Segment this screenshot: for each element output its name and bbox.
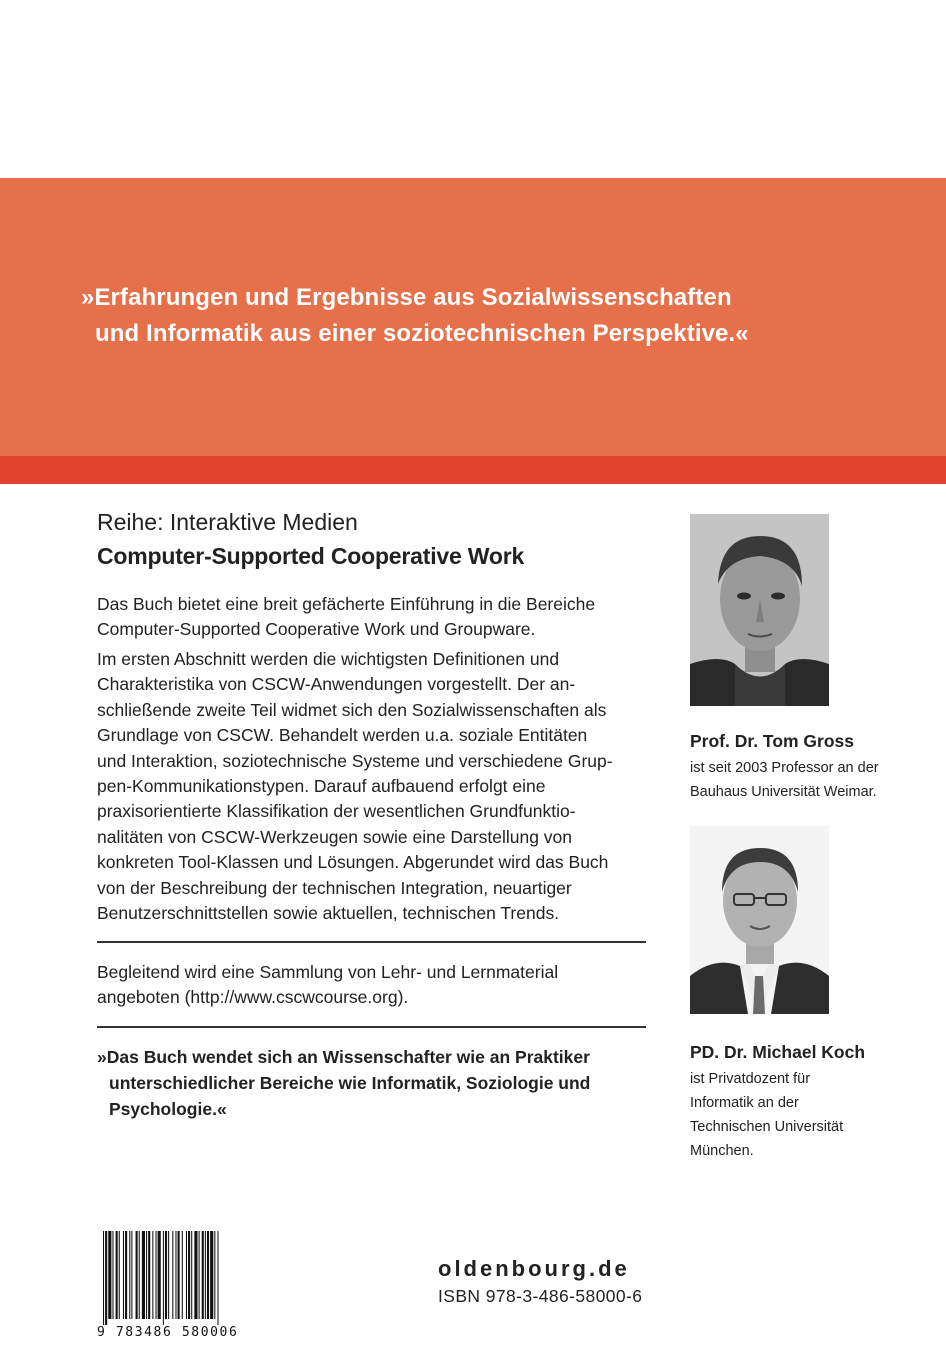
barcode-bar bbox=[191, 1231, 192, 1319]
barcode-bar bbox=[207, 1231, 209, 1319]
barcode-bar bbox=[165, 1231, 167, 1319]
intro-line: Das Buch bietet eine breit gefächerte Einführung in die Bereiche bbox=[97, 594, 596, 614]
barcode-bar bbox=[119, 1231, 120, 1319]
author-bio-line: Technischen Universität bbox=[690, 1119, 844, 1135]
barcode-bar bbox=[103, 1231, 104, 1325]
barcode-bar bbox=[152, 1231, 153, 1319]
isbn-number: ISBN 978-3-486-58000-6 bbox=[438, 1286, 643, 1306]
barcode-bar bbox=[168, 1231, 169, 1319]
barcode-bar bbox=[199, 1231, 200, 1319]
series-label: Reihe: Interaktive Medien bbox=[97, 509, 358, 535]
material-line: angeboten (http://www.cscwcourse.org). bbox=[97, 987, 409, 1008]
barcode-bar bbox=[178, 1231, 180, 1319]
audience-quote-line: Psychologie.« bbox=[109, 1099, 227, 1119]
audience-quote-line: unterschiedlicher Bereiche wie Informatik, Soziologie und bbox=[109, 1073, 591, 1093]
barcode-bars bbox=[97, 1229, 257, 1325]
barcode-bar bbox=[172, 1231, 173, 1319]
barcode-bar bbox=[146, 1231, 147, 1319]
portrait-image bbox=[690, 514, 829, 706]
barcode-bar bbox=[158, 1231, 161, 1319]
description-line: Grundlage von CSCW. Behandelt werden u.a. soziale Entitäten bbox=[97, 725, 588, 746]
barcode-bar bbox=[129, 1231, 130, 1319]
publisher-website[interactable]: oldenbourg.de bbox=[438, 1256, 630, 1281]
author-bio-line: ist seit 2003 Professor an der bbox=[690, 760, 879, 776]
barcode-bar bbox=[131, 1231, 132, 1319]
barcode-bar bbox=[108, 1231, 111, 1319]
description-line: praxisorientierte Klassifikation der wesentlichen Grundfunktio- bbox=[97, 801, 576, 822]
description-line: von der Beschreibung der technischen Integration, neuartiger bbox=[97, 877, 572, 898]
cover-quote-line-1: »Erfahrungen und Ergebnisse aus Sozialwissenschaften bbox=[81, 284, 732, 311]
description-line: und Interaktion, soziotechnische Systeme und verschiedene Grup- bbox=[97, 750, 613, 771]
barcode-bar bbox=[194, 1231, 197, 1319]
description-line: nalitäten von CSCW-Werkzeugen sowie eine Darstellung von bbox=[97, 826, 573, 847]
barcode-bar bbox=[148, 1231, 150, 1319]
author-bio-line: Bauhaus Universität Weimar. bbox=[690, 784, 877, 800]
barcode-bar bbox=[136, 1231, 138, 1319]
barcode-bar bbox=[182, 1231, 183, 1319]
author-name: PD. Dr. Michael Koch bbox=[690, 1042, 866, 1062]
divider bbox=[97, 941, 646, 943]
barcode-bar bbox=[163, 1231, 164, 1325]
barcode-bar bbox=[214, 1231, 215, 1319]
barcode-bar bbox=[205, 1231, 206, 1319]
material-line: Begleitend wird eine Sammlung von Lehr- und Lernmaterial bbox=[97, 962, 559, 982]
barcode-bar bbox=[186, 1231, 187, 1319]
author-bio-line: München. bbox=[690, 1143, 754, 1159]
red-stripe bbox=[0, 456, 946, 484]
barcode-bar bbox=[123, 1231, 124, 1319]
barcode-bar bbox=[188, 1231, 190, 1319]
description-line: Charakteristika von CSCW-Anwendungen vorgestellt. Der an- bbox=[97, 674, 576, 695]
barcode-bar bbox=[116, 1231, 118, 1319]
barcode-bar bbox=[202, 1231, 204, 1319]
author-photo-tom-gross bbox=[690, 514, 829, 706]
description-line: Benutzerschnittstellen sowie aktuellen, technischen Trends. bbox=[97, 903, 560, 924]
author-photo-michael-koch bbox=[690, 826, 829, 1014]
barcode-digits: 9 783486 580006 bbox=[97, 1325, 239, 1340]
audience-quote-line: »Das Buch wendet sich an Wissenschafter wie an Praktiker bbox=[97, 1047, 590, 1067]
material-paragraph bbox=[97, 960, 657, 1011]
description-line: konkreten Tool-Klassen und Lösungen. Abgerundet wird das Buch bbox=[97, 852, 609, 873]
isbn-barcode bbox=[97, 1229, 257, 1343]
description-paragraph bbox=[97, 647, 657, 926]
barcode-bar bbox=[112, 1231, 113, 1319]
description-line: Im ersten Abschnitt werden die wichtigsten Definitionen und bbox=[97, 649, 560, 669]
intro-paragraph bbox=[97, 592, 657, 643]
book-title: Computer-Supported Cooperative Work bbox=[97, 543, 525, 569]
portrait-image bbox=[690, 826, 829, 1014]
barcode-bar bbox=[210, 1231, 213, 1319]
description-line: schließende zweite Teil widmet sich den Sozialwissenschaften als bbox=[97, 699, 607, 720]
barcode-bar bbox=[156, 1231, 157, 1319]
author-name: Prof. Dr. Tom Gross bbox=[690, 731, 855, 751]
author-bio-line: ist Privatdozent für bbox=[690, 1071, 811, 1087]
barcode-bar bbox=[105, 1231, 107, 1325]
author-bio bbox=[690, 756, 879, 804]
barcode-bar bbox=[175, 1231, 176, 1319]
divider bbox=[97, 1026, 646, 1028]
barcode-bar bbox=[217, 1231, 218, 1325]
description-line: pen-Kommunikationstypen. Darauf aufbauend erfolgt eine bbox=[97, 776, 546, 797]
intro-line: Computer-Supported Cooperative Work und Groupware. bbox=[97, 619, 536, 640]
audience-quote bbox=[97, 1044, 590, 1122]
author-bio bbox=[690, 1067, 843, 1163]
cover-quote-line-2: und Informatik aus einer soziotechnischen Perspektive.« bbox=[95, 320, 749, 347]
barcode-bar bbox=[139, 1231, 140, 1319]
author-bio-line: Informatik an der bbox=[690, 1095, 799, 1111]
barcode-bar bbox=[125, 1231, 127, 1319]
barcode-bar bbox=[142, 1231, 145, 1319]
